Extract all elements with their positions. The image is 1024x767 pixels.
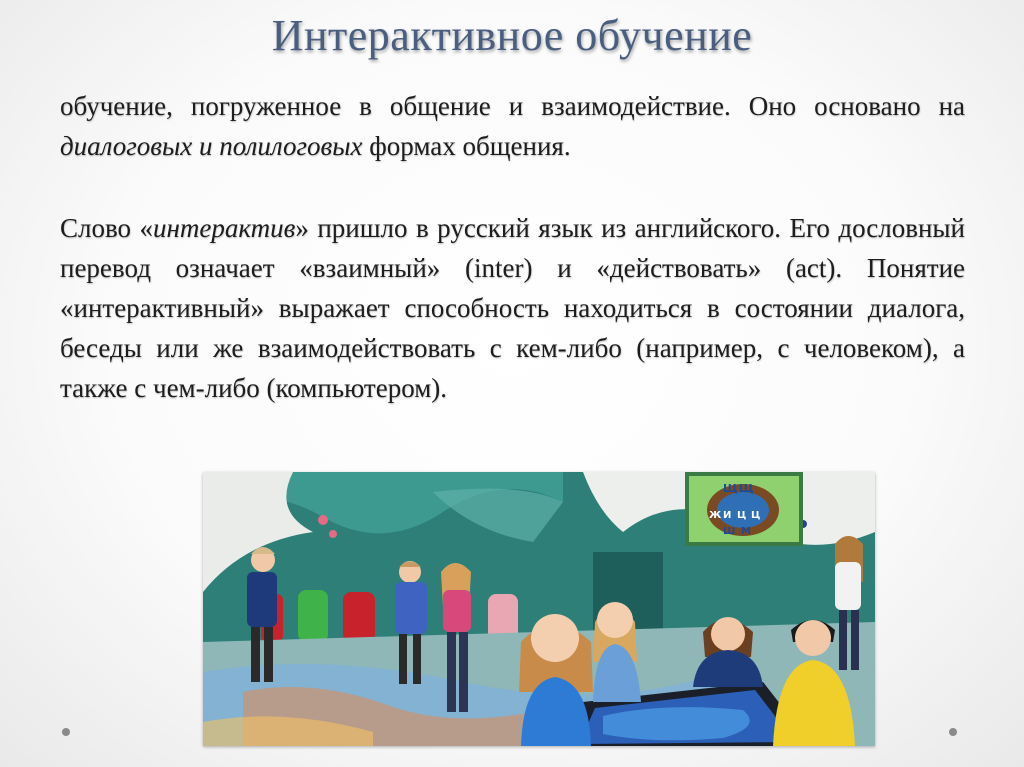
board-letter: Ц: [751, 510, 761, 521]
definition-text-start: обучение, погруженное в общение и взаимодействие. Оно основано на: [60, 91, 965, 121]
board-letter: М: [741, 526, 751, 537]
board-letter: И: [723, 510, 732, 521]
etymology-paragraph: [60, 208, 965, 408]
board-letter: Ц: [737, 510, 747, 521]
board-letter: Ж: [709, 510, 722, 521]
interactive-board: [685, 472, 803, 546]
etymology-italic-word: интерактив: [153, 213, 296, 243]
classroom-photo: [203, 472, 875, 746]
bullet-dot-left: [62, 728, 70, 736]
definition-italic-text: диалоговых и полилоговых: [60, 131, 363, 161]
board-letter: Щ: [739, 482, 754, 495]
definition-text-end: формах общения.: [362, 131, 571, 161]
board-letter: Щ: [723, 482, 738, 495]
chair-green: [298, 590, 328, 642]
bullet-dot-right: [949, 728, 957, 736]
board-letter: Ш: [723, 526, 736, 537]
etymology-text-start: Слово «: [60, 213, 154, 243]
etymology-text-end: » пришло в русский язык из английского. Его дословный перевод означает «взаимный» (inter) и «действовать» (act). Понятие «интерактивный» выражает способность находиться в состоянии диалога, беседы или же взаимодействовать с кем-либо (например, с человеком), а также с чем-либо (компьютером).: [60, 213, 966, 403]
definition-paragraph: [60, 86, 965, 166]
slide-title: Интерактивное обучение: [271, 11, 753, 60]
chair-red-2: [343, 592, 375, 642]
